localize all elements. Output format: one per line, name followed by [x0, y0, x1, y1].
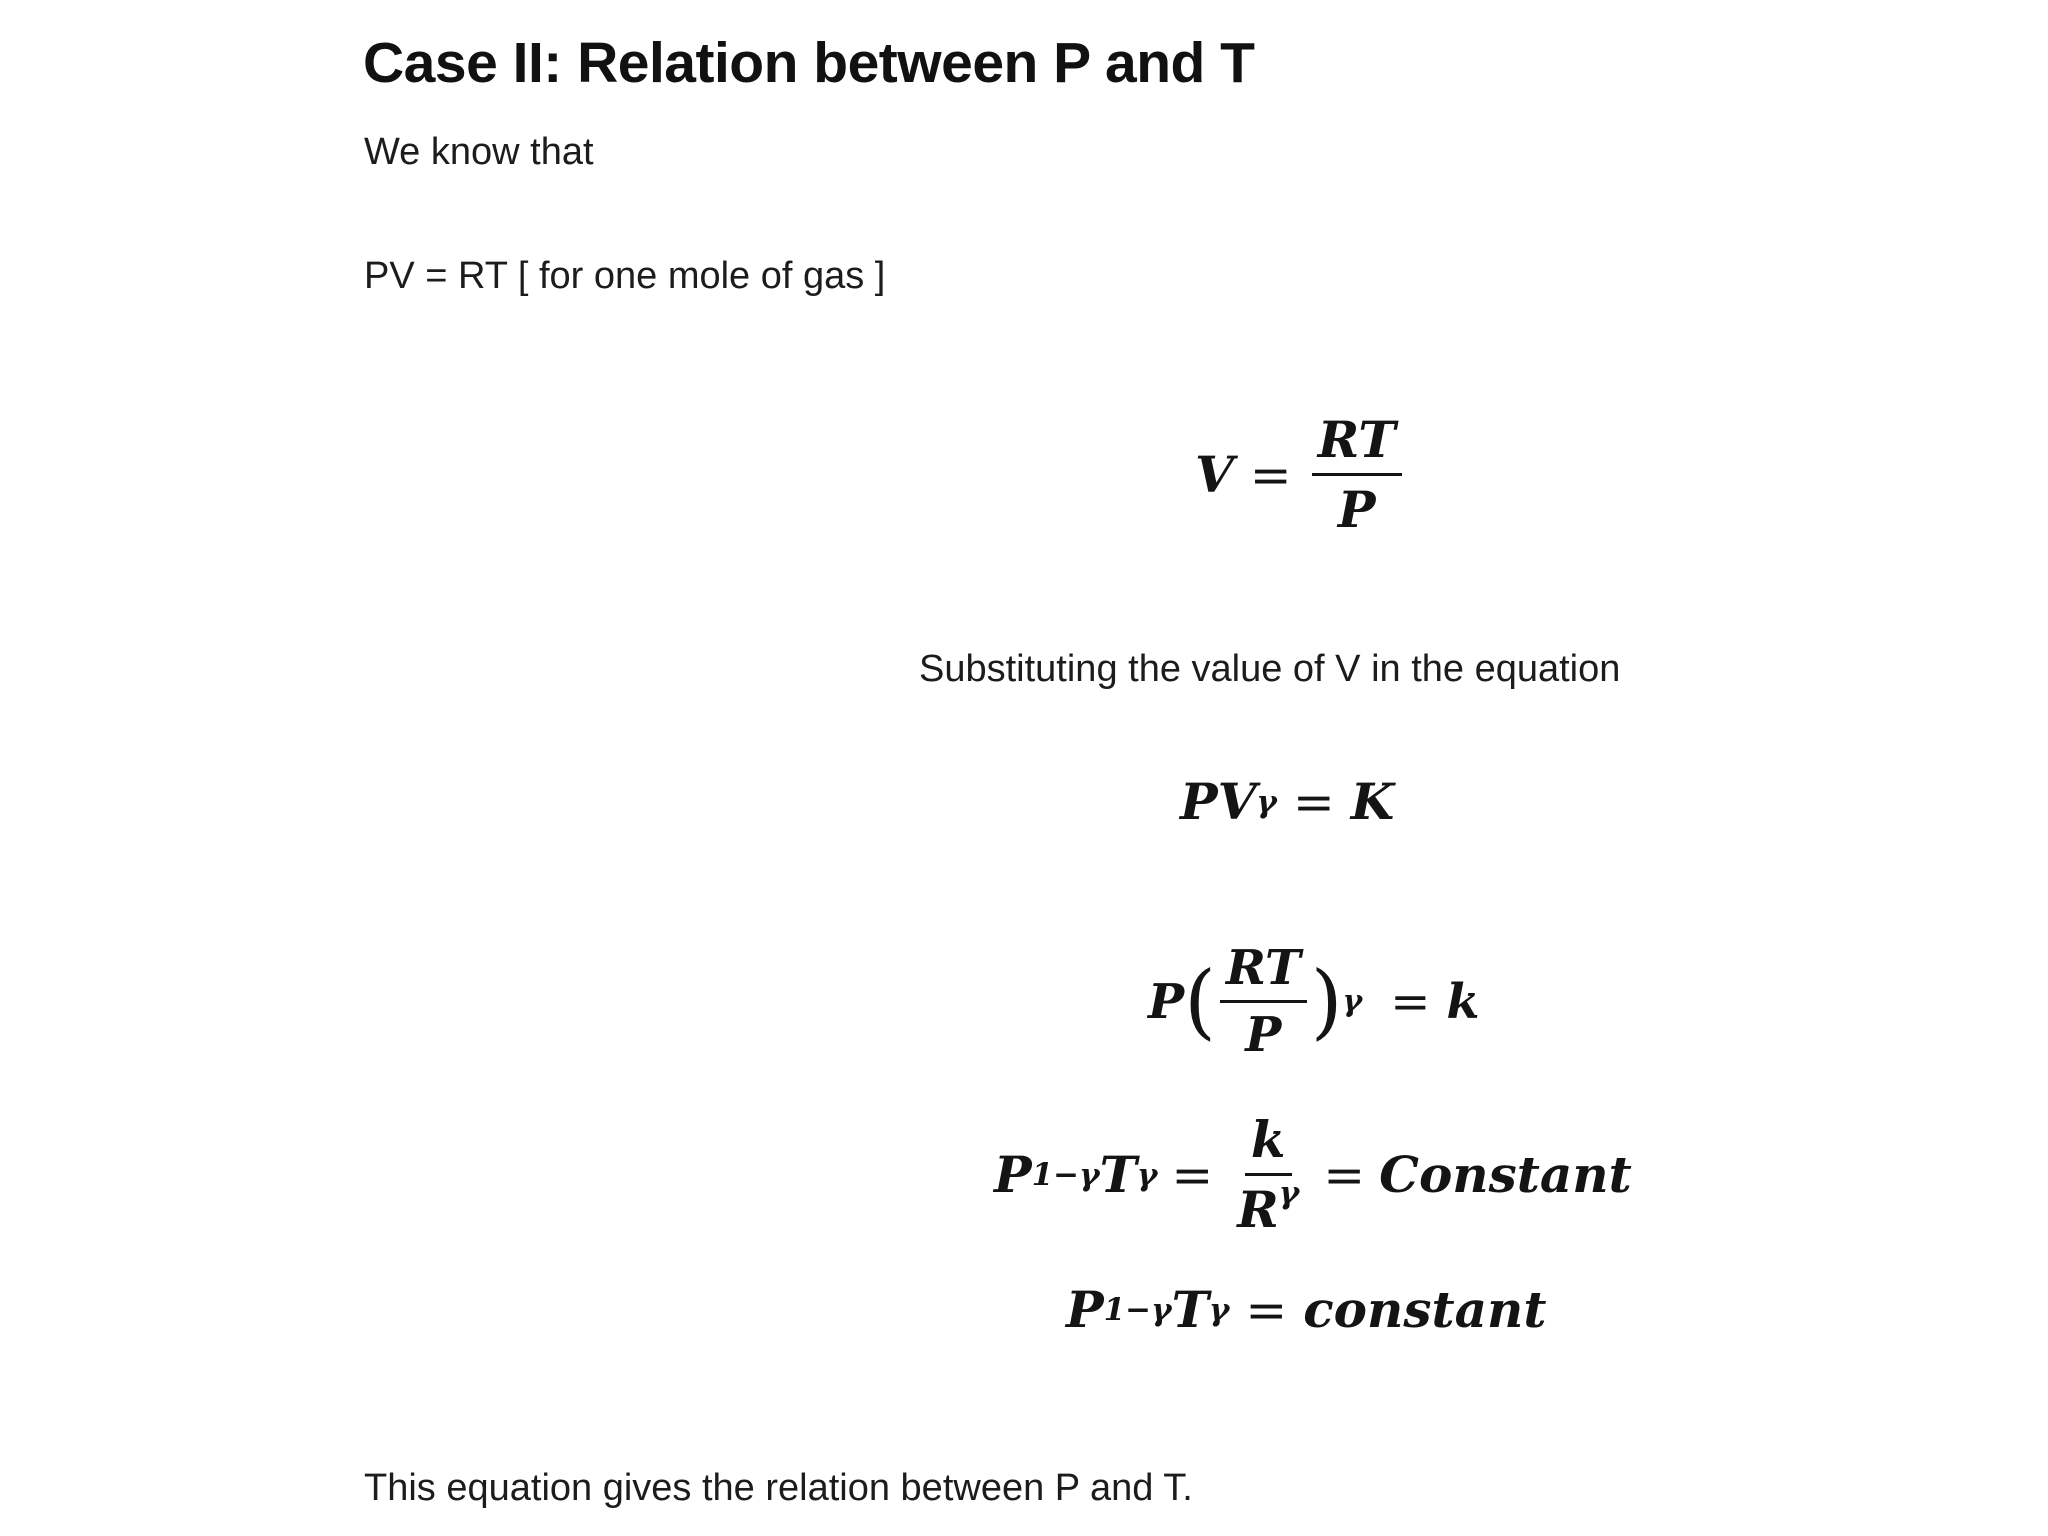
eq3-denominator: P	[1245, 1007, 1282, 1063]
ideal-gas-equation: PV = RT [ for one mole of gas ]	[364, 255, 886, 297]
eq2-base: PV	[1180, 772, 1257, 831]
eq2-rhs: K	[1350, 772, 1395, 831]
eq4-operator-2: =	[1323, 1145, 1366, 1204]
eq4-denominator	[1231, 1176, 1305, 1239]
substitution-text: Substituting the value of V in the equation	[919, 648, 1621, 690]
eq3-rhs: k	[1446, 973, 1480, 1030]
equation-volume	[1195, 410, 1406, 539]
eq5-rhs: constant	[1303, 1280, 1547, 1339]
eq4-den-exponent: γ	[1278, 1174, 1300, 1211]
eq3-lhs: P	[1148, 973, 1185, 1030]
page-title: Case II: Relation between P and T	[363, 31, 1255, 95]
eq4-t: T	[1099, 1145, 1137, 1204]
eq5-t: T	[1171, 1280, 1209, 1339]
eq5-operator: =	[1245, 1280, 1288, 1339]
eq3-left-paren: (	[1184, 953, 1216, 1049]
eq5-p: P	[1066, 1280, 1104, 1339]
eq1-operator: =	[1249, 445, 1292, 504]
eq4-fraction	[1231, 1110, 1305, 1239]
eq4-numerator: k	[1245, 1110, 1292, 1176]
eq1-lhs: V	[1195, 445, 1234, 504]
intro-text: We know that	[364, 131, 594, 173]
equation-adiabatic: PV γ = K	[1180, 772, 1395, 831]
eq1-fraction	[1312, 410, 1402, 539]
eq4-den-base: R	[1237, 1180, 1279, 1239]
eq3-right-paren: )	[1310, 953, 1343, 1049]
eq3-numerator: RT	[1220, 940, 1307, 1003]
equation-substituted: P ( $\frac{RT}{P}$ ) γ = k	[1148, 940, 1480, 1063]
equation-pt-relation: P 1−γ T γ = $\frac{k}{R^\gamma}$ = Constant	[994, 1110, 1632, 1239]
eq3-fraction	[1220, 940, 1307, 1063]
eq2-operator: =	[1292, 772, 1335, 831]
eq4-operator-1: =	[1171, 1145, 1214, 1204]
equation-final: P 1−γ T γ = constant	[1066, 1280, 1547, 1339]
eq4-p: P	[994, 1145, 1032, 1204]
eq3-operator: =	[1390, 973, 1431, 1030]
conclusion-text: This equation gives the relation between P and T.	[364, 1467, 1193, 1509]
eq4-rhs: Constant	[1379, 1145, 1632, 1204]
eq1-denominator: P	[1337, 480, 1376, 539]
eq1-numerator: RT	[1312, 410, 1402, 476]
